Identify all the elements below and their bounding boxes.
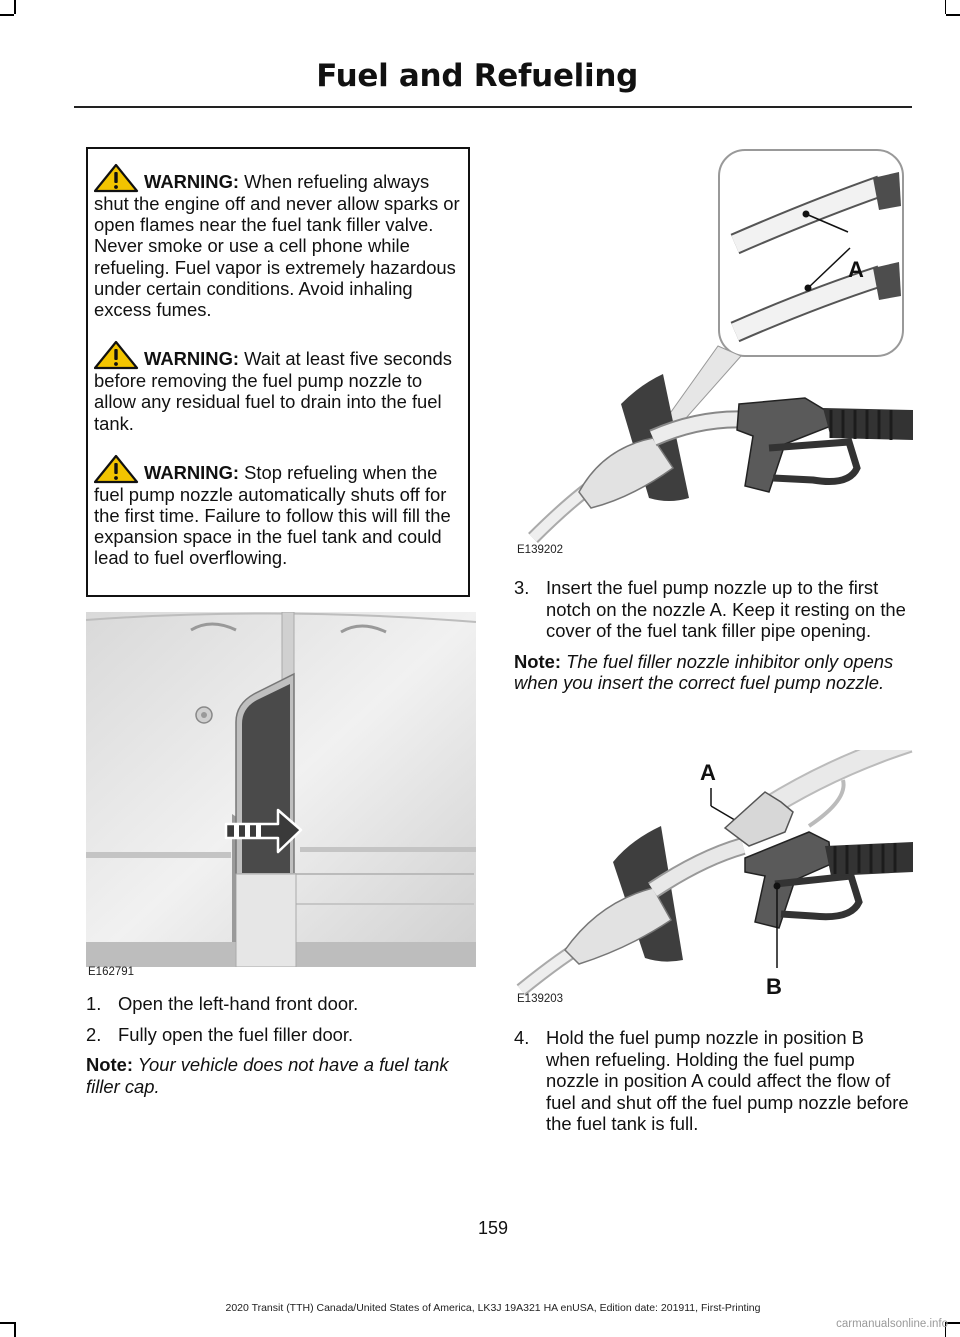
step-number: 2. <box>86 1023 102 1045</box>
callout-a: A <box>700 760 716 785</box>
step-text: Fully open the fuel filler door. <box>118 1023 354 1045</box>
step-text: Hold the fuel pump nozzle in position B when refueling. Holding the fuel pump nozzle in position A could affect the flow of fuel and shut off the fuel pump nozzle before the fuel tank is full. <box>546 1027 909 1134</box>
callout-a: A <box>848 257 864 282</box>
crop-mark <box>0 14 14 16</box>
note-label: Note: <box>86 1054 133 1075</box>
note-text: Your vehicle does not have a fuel tank filler cap. <box>86 1054 449 1097</box>
step-number: 3. <box>514 577 530 598</box>
warning-label: WARNING: <box>144 461 240 483</box>
step-text: Open the left-hand front door. <box>118 993 359 1014</box>
crop-mark <box>946 14 960 16</box>
step-3 <box>514 577 910 642</box>
warning-triangle-icon <box>94 454 142 484</box>
step-number: 4. <box>514 1027 530 1048</box>
step-1 <box>86 993 476 1015</box>
warning-label: WARNING: <box>144 348 240 370</box>
watermark: carmanualsonline.info <box>836 1318 948 1330</box>
page-title: Fuel and Refueling <box>316 58 638 94</box>
page-number: 159 <box>477 1218 509 1238</box>
nozzle-notch-illustration <box>513 148 913 548</box>
warning-paragraph <box>94 340 462 434</box>
crop-mark <box>14 1322 16 1337</box>
warning-paragraph <box>94 163 462 320</box>
title-rule <box>74 106 912 108</box>
footer-text: 2020 Transit (TTH) Canada/United States of America, LK3J 19A321 HA enUSA, Edition date: 201911, First-Printing <box>225 1302 761 1314</box>
step-4 <box>514 1027 910 1135</box>
warning-text: When refueling always shut the engine off and never allow sparks or open flames near the fuel tank filler valve. Never smoke or use a cell phone while refueling. Fuel vapor is extremely hazardous under certain conditions. Avoid inhaling excess fumes. <box>94 171 460 321</box>
crop-mark <box>945 0 947 14</box>
callout-b: B <box>766 974 782 999</box>
left-column-text <box>86 993 476 1097</box>
crop-mark <box>14 0 16 14</box>
right-column-text-bottom <box>514 1027 910 1135</box>
right-column-text-top <box>514 577 910 694</box>
step-number: 1. <box>86 993 102 1014</box>
warning-triangle-icon <box>94 340 142 370</box>
crop-mark <box>0 1322 14 1324</box>
warning-text: Stop refueling when the fuel pump nozzle automatically shuts off for the first time. Failure to follow this will fill the expansion space in the fuel tank and could lead to fuel overflowing. <box>94 461 451 569</box>
crop-mark <box>946 1322 960 1324</box>
note-text: The fuel filler nozzle inhibitor only opens when you insert the correct fuel pump nozzle. <box>514 650 894 693</box>
note-label: Note: <box>514 650 561 672</box>
warning-text: Wait at least five seconds before removing the fuel pump nozzle to allow any residual fuel to drain into the fuel tank. <box>94 348 452 434</box>
figure-code: E139203 <box>517 993 564 1005</box>
step-2 <box>86 1024 476 1046</box>
warning-triangle-icon <box>94 163 142 193</box>
warning-box <box>86 147 470 597</box>
step-text: Insert the fuel pump nozzle up to the first notch on the nozzle A. Keep it resting on the cover of the fuel tank filler pipe opening. <box>546 577 906 641</box>
nozzle-position-illustration <box>513 750 913 1002</box>
note <box>514 651 910 694</box>
figure-code: E139202 <box>517 544 564 556</box>
warning-paragraph <box>94 454 462 569</box>
note <box>86 1054 476 1097</box>
warning-label: WARNING: <box>144 171 240 192</box>
fuel-door-illustration <box>86 612 476 967</box>
figure-code: E162791 <box>88 966 135 978</box>
